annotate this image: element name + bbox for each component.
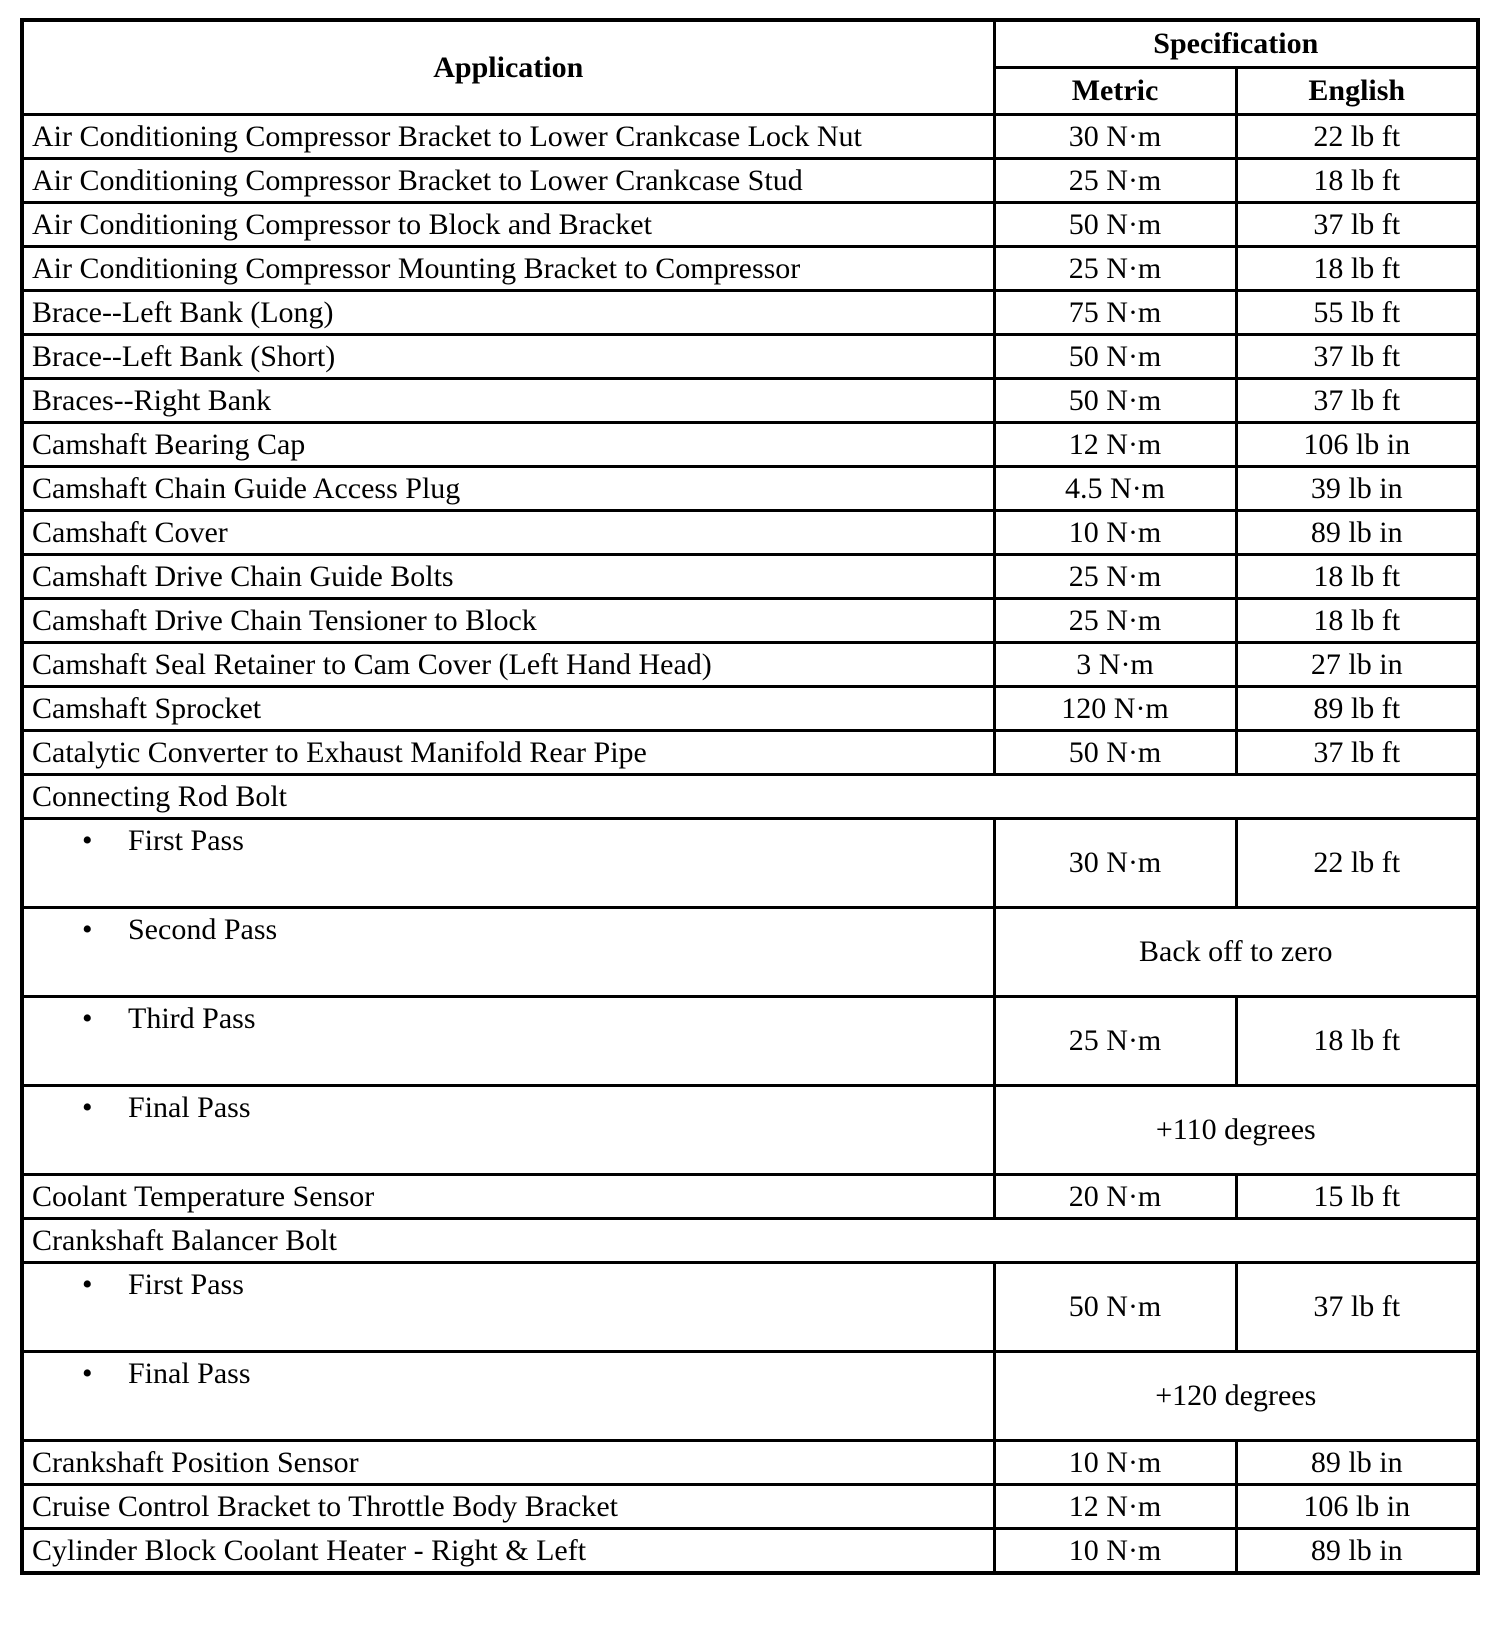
metric-cell: 20 N·m [994, 1175, 1236, 1219]
application-cell: Brace--Left Bank (Short) [22, 335, 994, 379]
table-row [22, 511, 1478, 555]
application-cell: Air Conditioning Compressor Bracket to Lower Crankcase Lock Nut [22, 115, 994, 159]
table-row [22, 467, 1478, 511]
table-row [22, 599, 1478, 643]
table-row [22, 247, 1478, 291]
table-row [22, 687, 1478, 731]
table-row [22, 908, 1478, 997]
header-specification: Specification [994, 20, 1478, 68]
metric-cell: 25 N·m [994, 247, 1236, 291]
english-cell: 89 lb in [1236, 1529, 1478, 1574]
application-cell: Air Conditioning Compressor Bracket to Lower Crankcase Stud [22, 159, 994, 203]
application-cell: Camshaft Chain Guide Access Plug [22, 467, 994, 511]
english-cell: 37 lb ft [1236, 335, 1478, 379]
metric-cell: 4.5 N·m [994, 467, 1236, 511]
table-row [22, 1175, 1478, 1219]
table-row [22, 423, 1478, 467]
application-label: Second Pass [128, 913, 278, 946]
table-row [22, 115, 1478, 159]
application-cell [22, 997, 994, 1086]
header-application: Application [22, 20, 994, 115]
metric-cell: 25 N·m [994, 997, 1236, 1086]
bullet-icon: • [82, 1268, 93, 1301]
table-row [22, 643, 1478, 687]
metric-cell: 3 N·m [994, 643, 1236, 687]
application-cell: Camshaft Cover [22, 511, 994, 555]
metric-cell: 10 N·m [994, 511, 1236, 555]
table-row [22, 1529, 1478, 1574]
spec-note-cell: +110 degrees [994, 1086, 1478, 1175]
metric-cell: 30 N·m [994, 819, 1236, 908]
table-row [22, 731, 1478, 775]
english-cell: 37 lb ft [1236, 379, 1478, 423]
application-label: First Pass [128, 1268, 244, 1301]
application-label: Final Pass [128, 1091, 251, 1124]
table-row [22, 1219, 1478, 1263]
english-cell: 37 lb ft [1236, 731, 1478, 775]
application-label: Third Pass [128, 1002, 256, 1035]
application-cell: Air Conditioning Compressor to Block and Bracket [22, 203, 994, 247]
group-heading: Crankshaft Balancer Bolt [22, 1219, 1478, 1263]
english-cell: 89 lb in [1236, 511, 1478, 555]
english-cell: 37 lb ft [1236, 203, 1478, 247]
metric-cell: 50 N·m [994, 203, 1236, 247]
table-row [22, 159, 1478, 203]
english-cell: 18 lb ft [1236, 555, 1478, 599]
english-cell: 37 lb ft [1236, 1263, 1478, 1352]
metric-cell: 75 N·m [994, 291, 1236, 335]
english-cell: 89 lb in [1236, 1441, 1478, 1485]
metric-cell: 10 N·m [994, 1441, 1236, 1485]
application-cell: Brace--Left Bank (Long) [22, 291, 994, 335]
metric-cell: 10 N·m [994, 1529, 1236, 1574]
bullet-icon: • [82, 913, 93, 946]
metric-cell: 120 N·m [994, 687, 1236, 731]
table-row [22, 1441, 1478, 1485]
application-label: Final Pass [128, 1357, 251, 1390]
metric-cell: 12 N·m [994, 1485, 1236, 1529]
english-cell: 18 lb ft [1236, 247, 1478, 291]
table-body [22, 115, 1478, 1574]
table-row [22, 1485, 1478, 1529]
application-cell: Braces--Right Bank [22, 379, 994, 423]
bullet-icon: • [82, 824, 93, 857]
application-cell: Camshaft Seal Retainer to Cam Cover (Left Hand Head) [22, 643, 994, 687]
torque-spec-table [20, 18, 1480, 1575]
english-cell: 39 lb in [1236, 467, 1478, 511]
metric-cell: 50 N·m [994, 379, 1236, 423]
table-row [22, 335, 1478, 379]
table-row [22, 1352, 1478, 1441]
table-row [22, 379, 1478, 423]
metric-cell: 50 N·m [994, 335, 1236, 379]
bullet-icon: • [82, 1357, 93, 1390]
spec-note-cell: Back off to zero [994, 908, 1478, 997]
metric-cell: 30 N·m [994, 115, 1236, 159]
application-cell: Camshaft Sprocket [22, 687, 994, 731]
english-cell: 15 lb ft [1236, 1175, 1478, 1219]
application-cell: Camshaft Bearing Cap [22, 423, 994, 467]
application-cell: Camshaft Drive Chain Tensioner to Block [22, 599, 994, 643]
english-cell: 22 lb ft [1236, 819, 1478, 908]
application-cell: Air Conditioning Compressor Mounting Bracket to Compressor [22, 247, 994, 291]
application-cell: Catalytic Converter to Exhaust Manifold Rear Pipe [22, 731, 994, 775]
english-cell: 18 lb ft [1236, 599, 1478, 643]
application-cell: Crankshaft Position Sensor [22, 1441, 994, 1485]
table-row [22, 1263, 1478, 1352]
table-row [22, 997, 1478, 1086]
header-english: English [1236, 68, 1478, 115]
english-cell: 18 lb ft [1236, 997, 1478, 1086]
application-cell [22, 819, 994, 908]
application-cell: Camshaft Drive Chain Guide Bolts [22, 555, 994, 599]
application-cell [22, 908, 994, 997]
english-cell: 89 lb ft [1236, 687, 1478, 731]
metric-cell: 25 N·m [994, 159, 1236, 203]
bullet-icon: • [82, 1002, 93, 1035]
english-cell: 106 lb in [1236, 423, 1478, 467]
metric-cell: 25 N·m [994, 555, 1236, 599]
application-cell [22, 1352, 994, 1441]
table-row [22, 1086, 1478, 1175]
english-cell: 22 lb ft [1236, 115, 1478, 159]
english-cell: 106 lb in [1236, 1485, 1478, 1529]
spec-note-cell: +120 degrees [994, 1352, 1478, 1441]
table-row [22, 291, 1478, 335]
application-label: First Pass [128, 824, 244, 857]
application-cell [22, 1263, 994, 1352]
metric-cell: 12 N·m [994, 423, 1236, 467]
metric-cell: 50 N·m [994, 1263, 1236, 1352]
table-row [22, 775, 1478, 819]
bullet-icon: • [82, 1091, 93, 1124]
metric-cell: 50 N·m [994, 731, 1236, 775]
application-cell: Coolant Temperature Sensor [22, 1175, 994, 1219]
english-cell: 55 lb ft [1236, 291, 1478, 335]
header-metric: Metric [994, 68, 1236, 115]
english-cell: 27 lb in [1236, 643, 1478, 687]
table-row [22, 555, 1478, 599]
table-row [22, 819, 1478, 908]
metric-cell: 25 N·m [994, 599, 1236, 643]
application-cell [22, 1086, 994, 1175]
application-cell: Cylinder Block Coolant Heater - Right & Left [22, 1529, 994, 1574]
english-cell: 18 lb ft [1236, 159, 1478, 203]
application-cell: Cruise Control Bracket to Throttle Body Bracket [22, 1485, 994, 1529]
table-row [22, 203, 1478, 247]
group-heading: Connecting Rod Bolt [22, 775, 1478, 819]
